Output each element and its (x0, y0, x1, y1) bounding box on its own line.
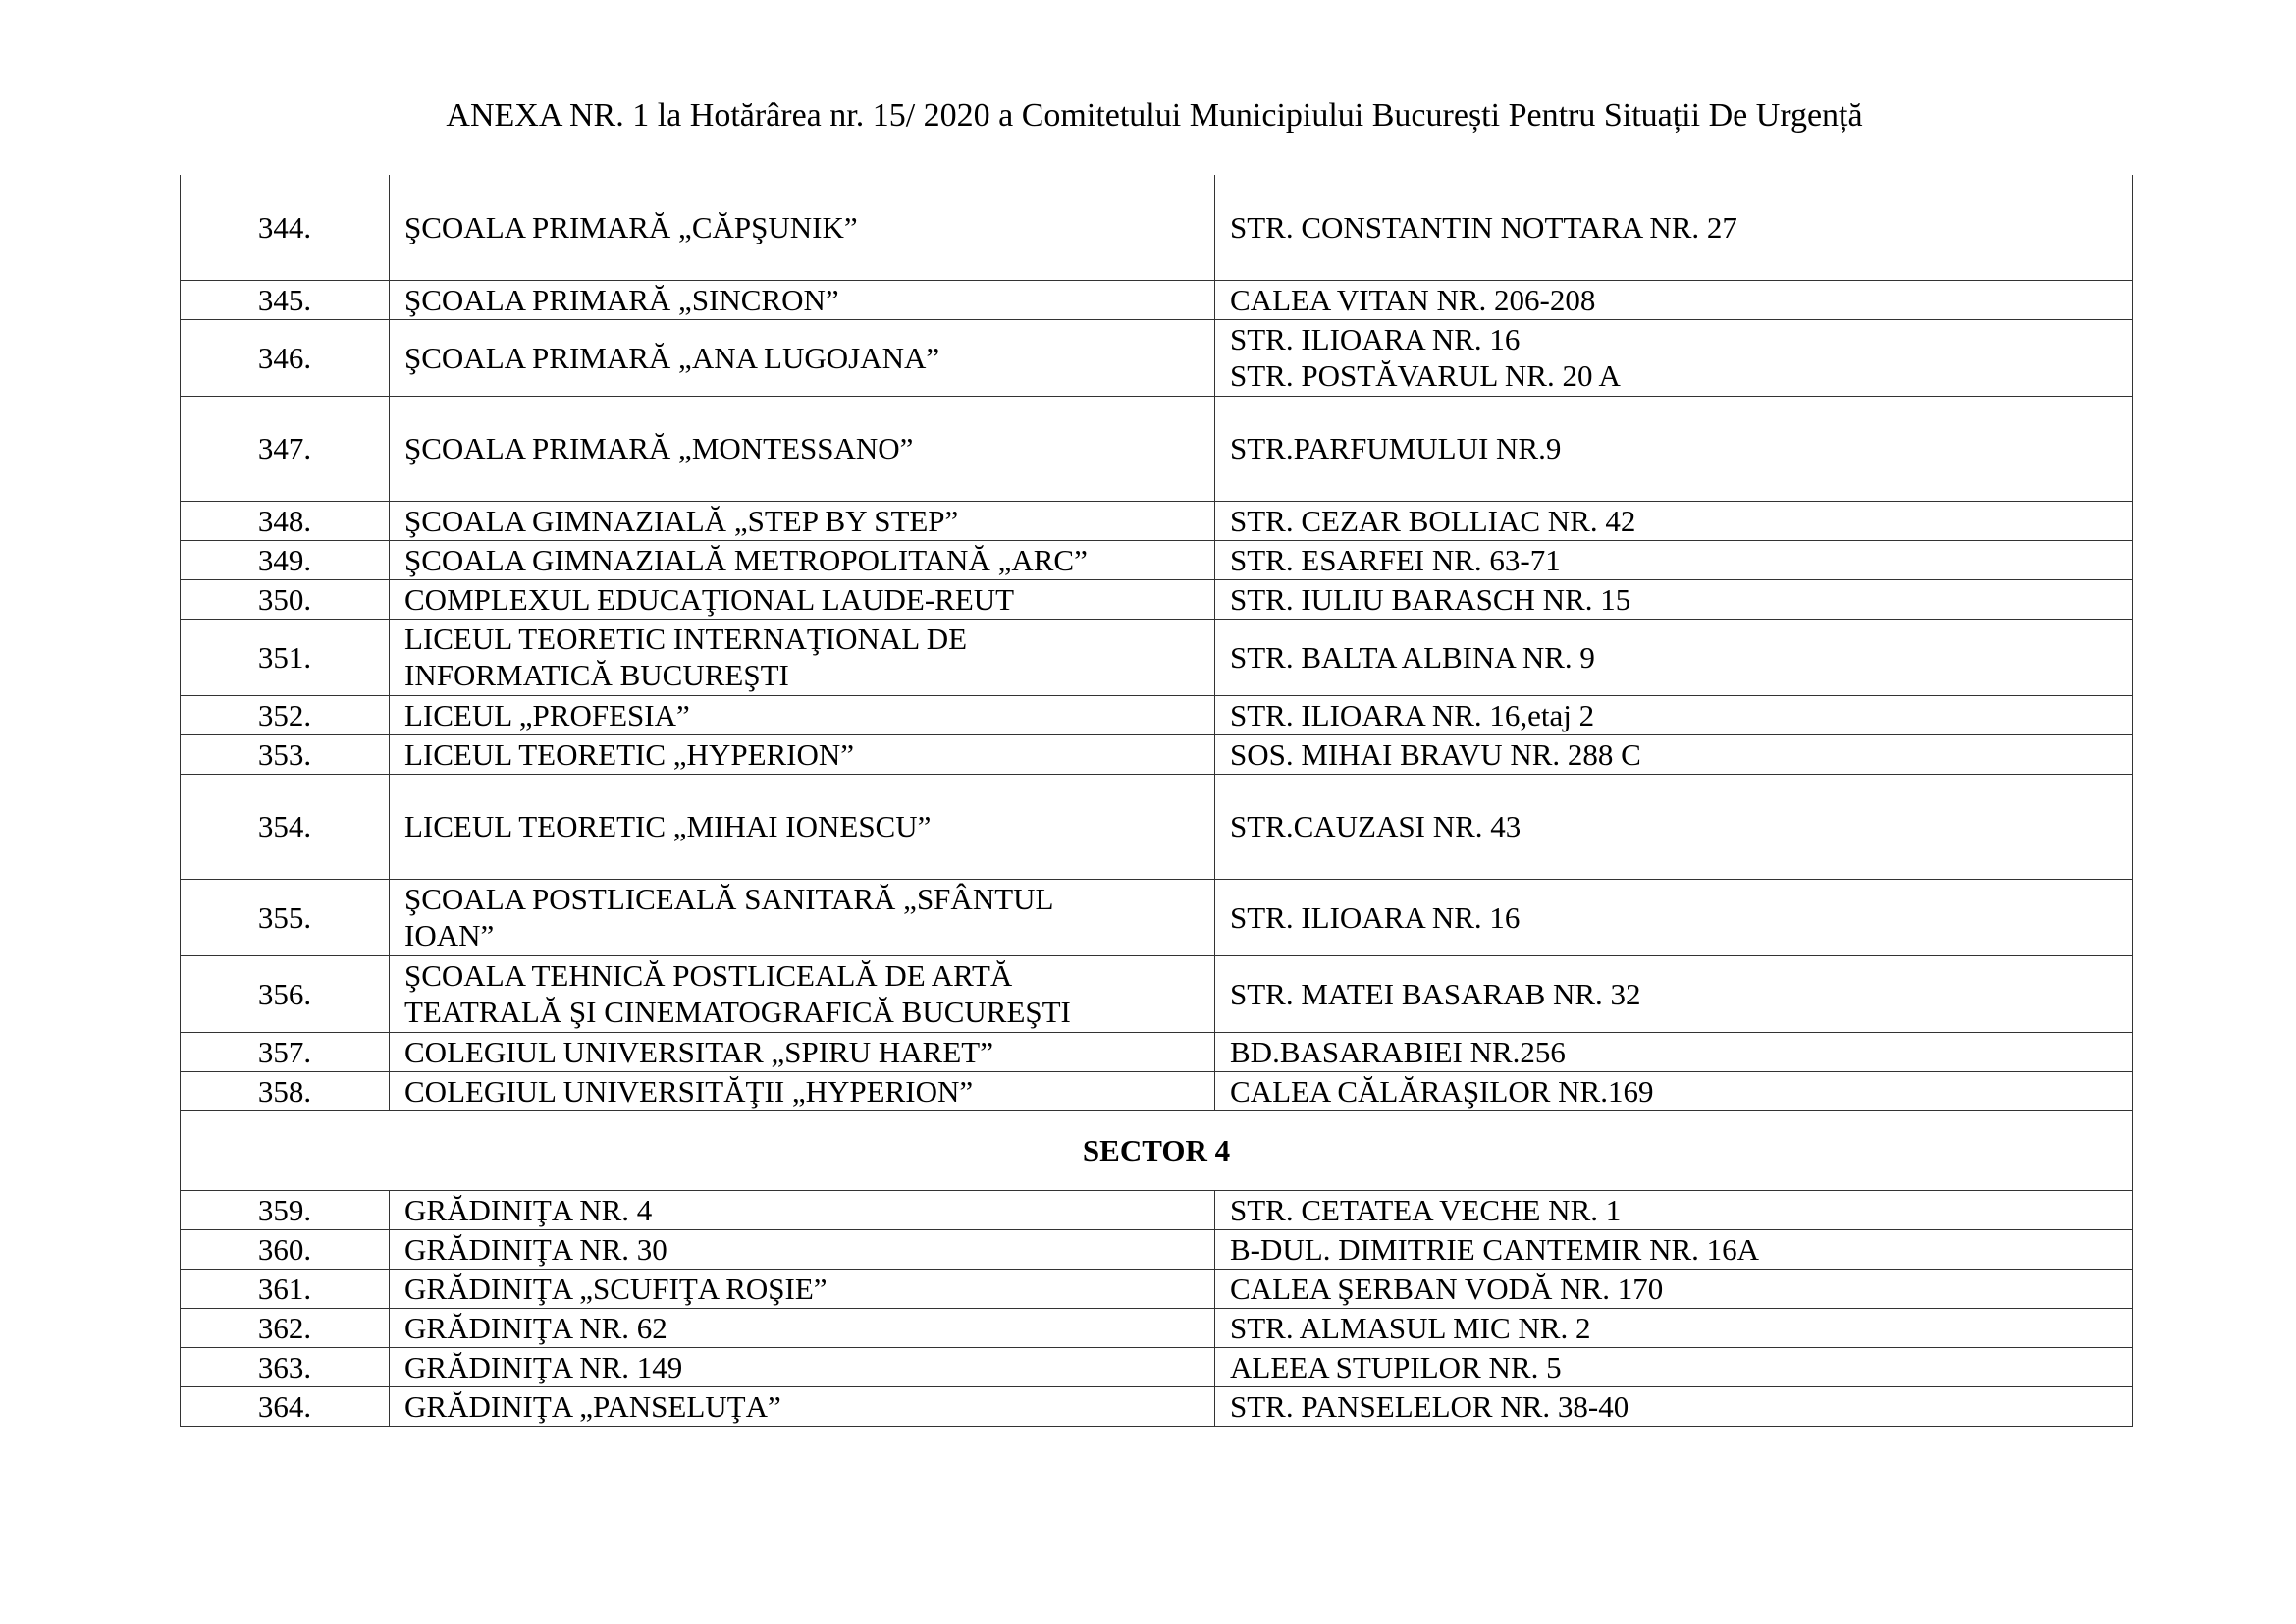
address-cell (1215, 1032, 2133, 1071)
institution-name: IOAN” (404, 918, 495, 952)
table-body (181, 175, 2133, 1426)
table-row (181, 1347, 2133, 1386)
address: STR. CONSTANTIN NOTTARA NR. 27 (1230, 209, 1737, 244)
institution-name-cell (390, 619, 1215, 695)
row-number: 349. (181, 540, 390, 579)
address-cell (1215, 879, 2133, 955)
address-cell (1215, 501, 2133, 540)
institution-name-cell (390, 540, 1215, 579)
institution-name: ŞCOALA GIMNAZIALĂ METROPOLITANĂ „ARC” (404, 542, 1088, 577)
row-number: 359. (181, 1190, 390, 1229)
row-number: 363. (181, 1347, 390, 1386)
address: STR. POSTĂVARUL NR. 20 A (1230, 358, 1621, 393)
address: STR. MATEI BASARAB NR. 32 (1230, 976, 1641, 1011)
table-row (181, 396, 2133, 501)
institution-name-cell (390, 319, 1215, 396)
institution-name: GRĂDINIŢA NR. 4 (404, 1192, 653, 1227)
address-cell (1215, 1071, 2133, 1110)
address-cell (1215, 955, 2133, 1032)
institution-name: GRĂDINIŢA „SCUFIŢA ROŞIE” (404, 1271, 828, 1306)
address-cell (1215, 1269, 2133, 1308)
table-row (181, 319, 2133, 396)
institution-name-cell (390, 1229, 1215, 1269)
table-row (181, 1032, 2133, 1071)
row-number: 350. (181, 579, 390, 619)
address-cell (1215, 396, 2133, 501)
institution-name: COMPLEXUL EDUCAŢIONAL LAUDE-REUT (404, 581, 1015, 617)
row-number: 356. (181, 955, 390, 1032)
table-row (181, 734, 2133, 774)
institution-name: ŞCOALA PRIMARĂ „CĂPŞUNIK” (404, 209, 858, 244)
institution-name: ŞCOALA POSTLICEALĂ SANITARĂ „SFÂNTUL (404, 882, 1054, 916)
institution-name: INFORMATICĂ BUCUREŞTI (404, 658, 789, 692)
institution-name: LICEUL TEORETIC „HYPERION” (404, 736, 855, 772)
table-row (181, 774, 2133, 879)
row-number: 352. (181, 695, 390, 734)
table-row (181, 1190, 2133, 1229)
row-number: 354. (181, 774, 390, 879)
row-number: 353. (181, 734, 390, 774)
page-title: ANEXA NR. 1 la Hotărârea nr. 15/ 2020 a Comitetului Municipiului București Pentru Situații De Urgență (446, 97, 1863, 134)
address: STR. ILIOARA NR. 16 (1230, 322, 1521, 356)
institution-name: COLEGIUL UNIVERSITĂŢII „HYPERION” (404, 1073, 974, 1109)
address-cell (1215, 1347, 2133, 1386)
institution-name-cell (390, 1032, 1215, 1071)
row-number: 358. (181, 1071, 390, 1110)
table-row (181, 501, 2133, 540)
institution-name: GRĂDINIŢA NR. 30 (404, 1231, 667, 1267)
row-number: 351. (181, 619, 390, 695)
table-row (181, 1229, 2133, 1269)
institution-name: ŞCOALA PRIMARĂ „MONTESSANO” (404, 431, 914, 465)
address: CALEA ŞERBAN VODĂ NR. 170 (1230, 1271, 1664, 1306)
address-cell (1215, 1386, 2133, 1426)
address: STR. PANSELELOR NR. 38-40 (1230, 1388, 1629, 1424)
institution-name-cell (390, 1347, 1215, 1386)
address: STR. ILIOARA NR. 16,etaj 2 (1230, 697, 1595, 732)
row-number: 347. (181, 396, 390, 501)
institution-name: LICEUL TEORETIC INTERNAŢIONAL DE (404, 622, 968, 656)
address: CALEA VITAN NR. 206-208 (1230, 282, 1596, 317)
institution-name: ŞCOALA PRIMARĂ „SINCRON” (404, 282, 839, 317)
row-number: 348. (181, 501, 390, 540)
institution-name-cell (390, 396, 1215, 501)
institution-name: ŞCOALA TEHNICĂ POSTLICEALĂ DE ARTĂ (404, 958, 1013, 993)
row-number: 345. (181, 280, 390, 319)
address-cell (1215, 695, 2133, 734)
address-cell (1215, 540, 2133, 579)
institution-name-cell (390, 695, 1215, 734)
institution-name-cell (390, 280, 1215, 319)
address-cell (1215, 1190, 2133, 1229)
table-row (181, 1269, 2133, 1308)
table-row (181, 540, 2133, 579)
sector-heading: SECTOR 4 (181, 1110, 2133, 1190)
institution-name: COLEGIUL UNIVERSITAR „SPIRU HARET” (404, 1034, 993, 1069)
sector-header-row (181, 1110, 2133, 1190)
address: B-DUL. DIMITRIE CANTEMIR NR. 16A (1230, 1231, 1760, 1267)
address: STR.PARFUMULUI NR.9 (1230, 431, 1562, 465)
institution-name: LICEUL TEORETIC „MIHAI IONESCU” (404, 809, 932, 843)
address: STR. BALTA ALBINA NR. 9 (1230, 639, 1595, 675)
table-row (181, 619, 2133, 695)
address-cell (1215, 1229, 2133, 1269)
table-row (181, 1071, 2133, 1110)
table-row (181, 175, 2133, 280)
address-cell (1215, 734, 2133, 774)
institution-name: GRĂDINIŢA NR. 62 (404, 1310, 667, 1345)
row-number: 346. (181, 319, 390, 396)
row-number: 362. (181, 1308, 390, 1347)
row-number: 344. (181, 175, 390, 280)
address: STR. ALMASUL MIC NR. 2 (1230, 1310, 1591, 1345)
table-row (181, 280, 2133, 319)
institution-name: TEATRALĂ ŞI CINEMATOGRAFICĂ BUCUREŞTI (404, 995, 1071, 1029)
address: CALEA CĂLĂRAŞILOR NR.169 (1230, 1073, 1654, 1109)
row-number: 355. (181, 879, 390, 955)
institution-name-cell (390, 175, 1215, 280)
address-cell (1215, 1308, 2133, 1347)
address: STR. ESARFEI NR. 63-71 (1230, 542, 1561, 577)
address-cell (1215, 619, 2133, 695)
institution-name-cell (390, 1269, 1215, 1308)
table-row (181, 695, 2133, 734)
institution-name: GRĂDINIŢA „PANSELUŢA” (404, 1388, 781, 1424)
institution-name: GRĂDINIŢA NR. 149 (404, 1349, 683, 1384)
institution-name-cell (390, 579, 1215, 619)
address: STR. IULIU BARASCH NR. 15 (1230, 581, 1631, 617)
institution-name-cell (390, 1190, 1215, 1229)
institution-name-cell (390, 1071, 1215, 1110)
institution-name-cell (390, 955, 1215, 1032)
address-cell (1215, 579, 2133, 619)
address-cell (1215, 280, 2133, 319)
institution-name-cell (390, 734, 1215, 774)
row-number: 357. (181, 1032, 390, 1071)
schools-table (180, 175, 2133, 1427)
institution-name-cell (390, 774, 1215, 879)
row-number: 364. (181, 1386, 390, 1426)
table-row (181, 579, 2133, 619)
table-row (181, 1386, 2133, 1426)
institution-name-cell (390, 879, 1215, 955)
institution-name-cell (390, 1308, 1215, 1347)
table-row (181, 1308, 2133, 1347)
address: STR.CAUZASI NR. 43 (1230, 809, 1522, 843)
institution-name-cell (390, 501, 1215, 540)
table-row (181, 955, 2133, 1032)
institution-name-cell (390, 1386, 1215, 1426)
address: STR. CETATEA VECHE NR. 1 (1230, 1192, 1622, 1227)
address: STR. CEZAR BOLLIAC NR. 42 (1230, 503, 1636, 538)
address-cell (1215, 175, 2133, 280)
address: ALEEA STUPILOR NR. 5 (1230, 1349, 1562, 1384)
institution-name: LICEUL „PROFESIA” (404, 697, 690, 732)
table-row (181, 879, 2133, 955)
address: BD.BASARABIEI NR.256 (1230, 1034, 1566, 1069)
institution-name: ŞCOALA PRIMARĂ „ANA LUGOJANA” (404, 340, 940, 375)
row-number: 361. (181, 1269, 390, 1308)
address: SOS. MIHAI BRAVU NR. 288 C (1230, 736, 1641, 772)
address-cell (1215, 319, 2133, 396)
address-cell (1215, 774, 2133, 879)
row-number: 360. (181, 1229, 390, 1269)
address: STR. ILIOARA NR. 16 (1230, 899, 1521, 935)
institution-name: ŞCOALA GIMNAZIALĂ „STEP BY STEP” (404, 503, 959, 538)
